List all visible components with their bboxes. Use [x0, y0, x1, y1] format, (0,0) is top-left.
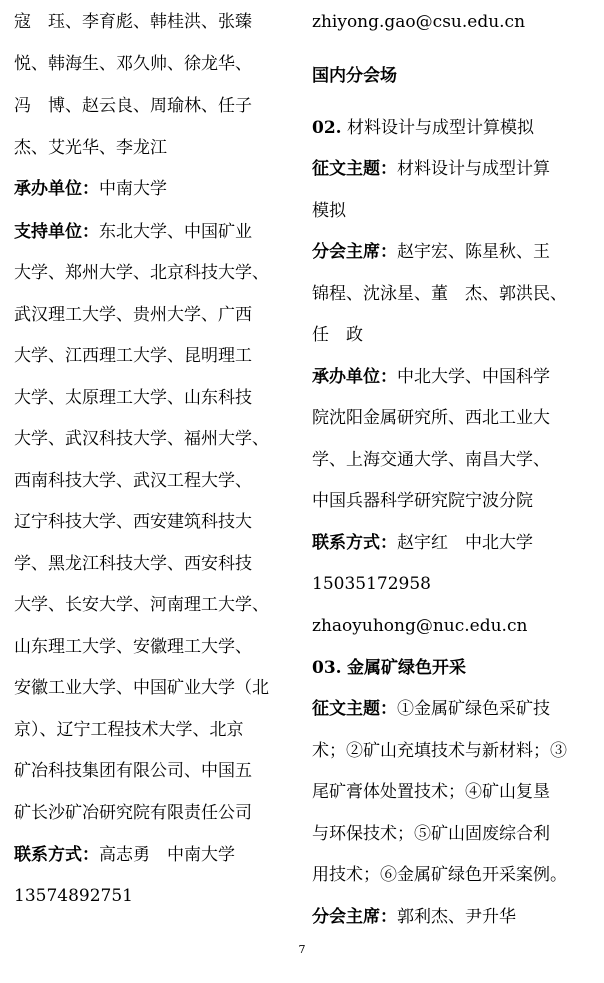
session-02-host-line: 院沈阳金属研究所、西北工业大: [312, 408, 550, 428]
session-03-theme-line: 尾矿膏体处置技术；④矿山复垦: [312, 782, 550, 802]
session-03-theme-first: ①金属矿绿色采矿技: [397, 699, 550, 719]
session-02-contact-value: 赵宇红 中北大学: [397, 533, 533, 553]
session-03-title-row: [312, 656, 466, 680]
session-02-title-row: [312, 116, 534, 140]
session-02-theme-row: [312, 157, 550, 181]
session-02-chair-line: 锦程、沈泳星、董 杰、郭洪民、: [312, 284, 567, 304]
session-03-chair-value: 郭利杰、尹升华: [397, 907, 516, 927]
session-02-title: 材料设计与成型计算模拟: [346, 118, 534, 138]
support-row: [14, 220, 252, 244]
support-line: 大学、长安大学、河南理工大学、: [14, 595, 269, 615]
contact-phone: 13574892751: [14, 886, 133, 906]
session-03-theme-line: 与环保技术；⑤矿山固废综合利: [312, 824, 550, 844]
session-03-theme-label: 征文主题：: [312, 699, 397, 719]
support-first: 东北大学、中国矿业: [99, 222, 252, 242]
session-02-chair-first: 赵宇宏、陈星秋、王: [397, 242, 550, 262]
support-line: 辽宁科技大学、西安建筑科技大: [14, 512, 252, 532]
session-02-contact-row: [312, 531, 533, 555]
session-03-theme-row: [312, 697, 550, 721]
committee-line-1: 寇 珏、李育彪、韩桂洪、张臻: [14, 12, 252, 32]
session-02-host-first: 中北大学、中国科学: [397, 367, 550, 387]
contact-email-top: zhiyong.gao@csu.edu.cn: [312, 12, 526, 32]
committee-line-3: 冯 博、赵云良、周瑜林、任子: [14, 96, 252, 116]
support-line: 大学、武汉科技大学、福州大学、: [14, 429, 269, 449]
session-02-phone: 15035172958: [312, 574, 431, 594]
section-heading: 国内分会场: [312, 66, 397, 86]
support-line: 武汉理工大学、贵州大学、广西: [14, 305, 252, 325]
page-number: 7: [298, 943, 306, 956]
session-03-theme-line: 术；②矿山充填技术与新材料；③: [312, 741, 567, 761]
support-line: 大学、江西理工大学、昆明理工: [14, 346, 252, 366]
session-02-host-row: [312, 365, 550, 389]
session-02-chair-row: [312, 240, 550, 264]
contact-row: [14, 843, 235, 867]
support-line: 学、黑龙江科技大学、西安科技: [14, 554, 252, 574]
session-02-chair-label: 分会主席：: [312, 242, 397, 262]
support-line: 山东理工大学、安徽理工大学、: [14, 637, 252, 657]
session-02-contact-label: 联系方式：: [312, 533, 397, 553]
session-02-theme-label: 征文主题：: [312, 159, 397, 179]
support-label: 支持单位：: [14, 222, 99, 242]
contact-value: 高志勇 中南大学: [99, 845, 235, 865]
session-03-chair-row: [312, 905, 516, 929]
session-02-theme-cont: 模拟: [312, 201, 346, 221]
support-line: 京）、辽宁工程技术大学、北京: [14, 720, 244, 740]
committee-line-2: 悦、韩海生、邓久帅、徐龙华、: [14, 54, 252, 74]
session-02-theme-first: 材料设计与成型计算: [397, 159, 550, 179]
support-line: 西南科技大学、武汉工程大学、: [14, 471, 252, 491]
session-02-email: zhaoyuhong@nuc.edu.cn: [312, 616, 528, 636]
session-03-number: 03.: [312, 658, 342, 678]
session-02-chair-line: 任 政: [312, 325, 363, 345]
support-line: 矿冶科技集团有限公司、中国五: [14, 761, 252, 781]
host-row: [14, 177, 167, 201]
support-line: 大学、太原理工大学、山东科技: [14, 388, 252, 408]
session-03-theme-line: 用技术；⑥金属矿绿色开采案例。: [312, 865, 567, 885]
support-line: 安徽工业大学、中国矿业大学（北: [14, 678, 269, 698]
session-02-host-line: 学、上海交通大学、南昌大学、: [312, 450, 550, 470]
session-02-host-label: 承办单位：: [312, 367, 397, 387]
contact-label: 联系方式：: [14, 845, 99, 865]
support-line: 矿长沙矿冶研究院有限责任公司: [14, 803, 252, 823]
host-label: 承办单位：: [14, 179, 99, 199]
support-line: 大学、郑州大学、北京科技大学、: [14, 263, 269, 283]
committee-line-4: 杰、艾光华、李龙江: [14, 138, 167, 158]
session-03-title: 金属矿绿色开采: [346, 658, 466, 678]
host-value: 中南大学: [99, 179, 167, 199]
session-02-number: 02.: [312, 118, 342, 138]
session-03-chair-label: 分会主席：: [312, 907, 397, 927]
session-02-host-line: 中国兵器科学研究院宁波分院: [312, 491, 533, 511]
